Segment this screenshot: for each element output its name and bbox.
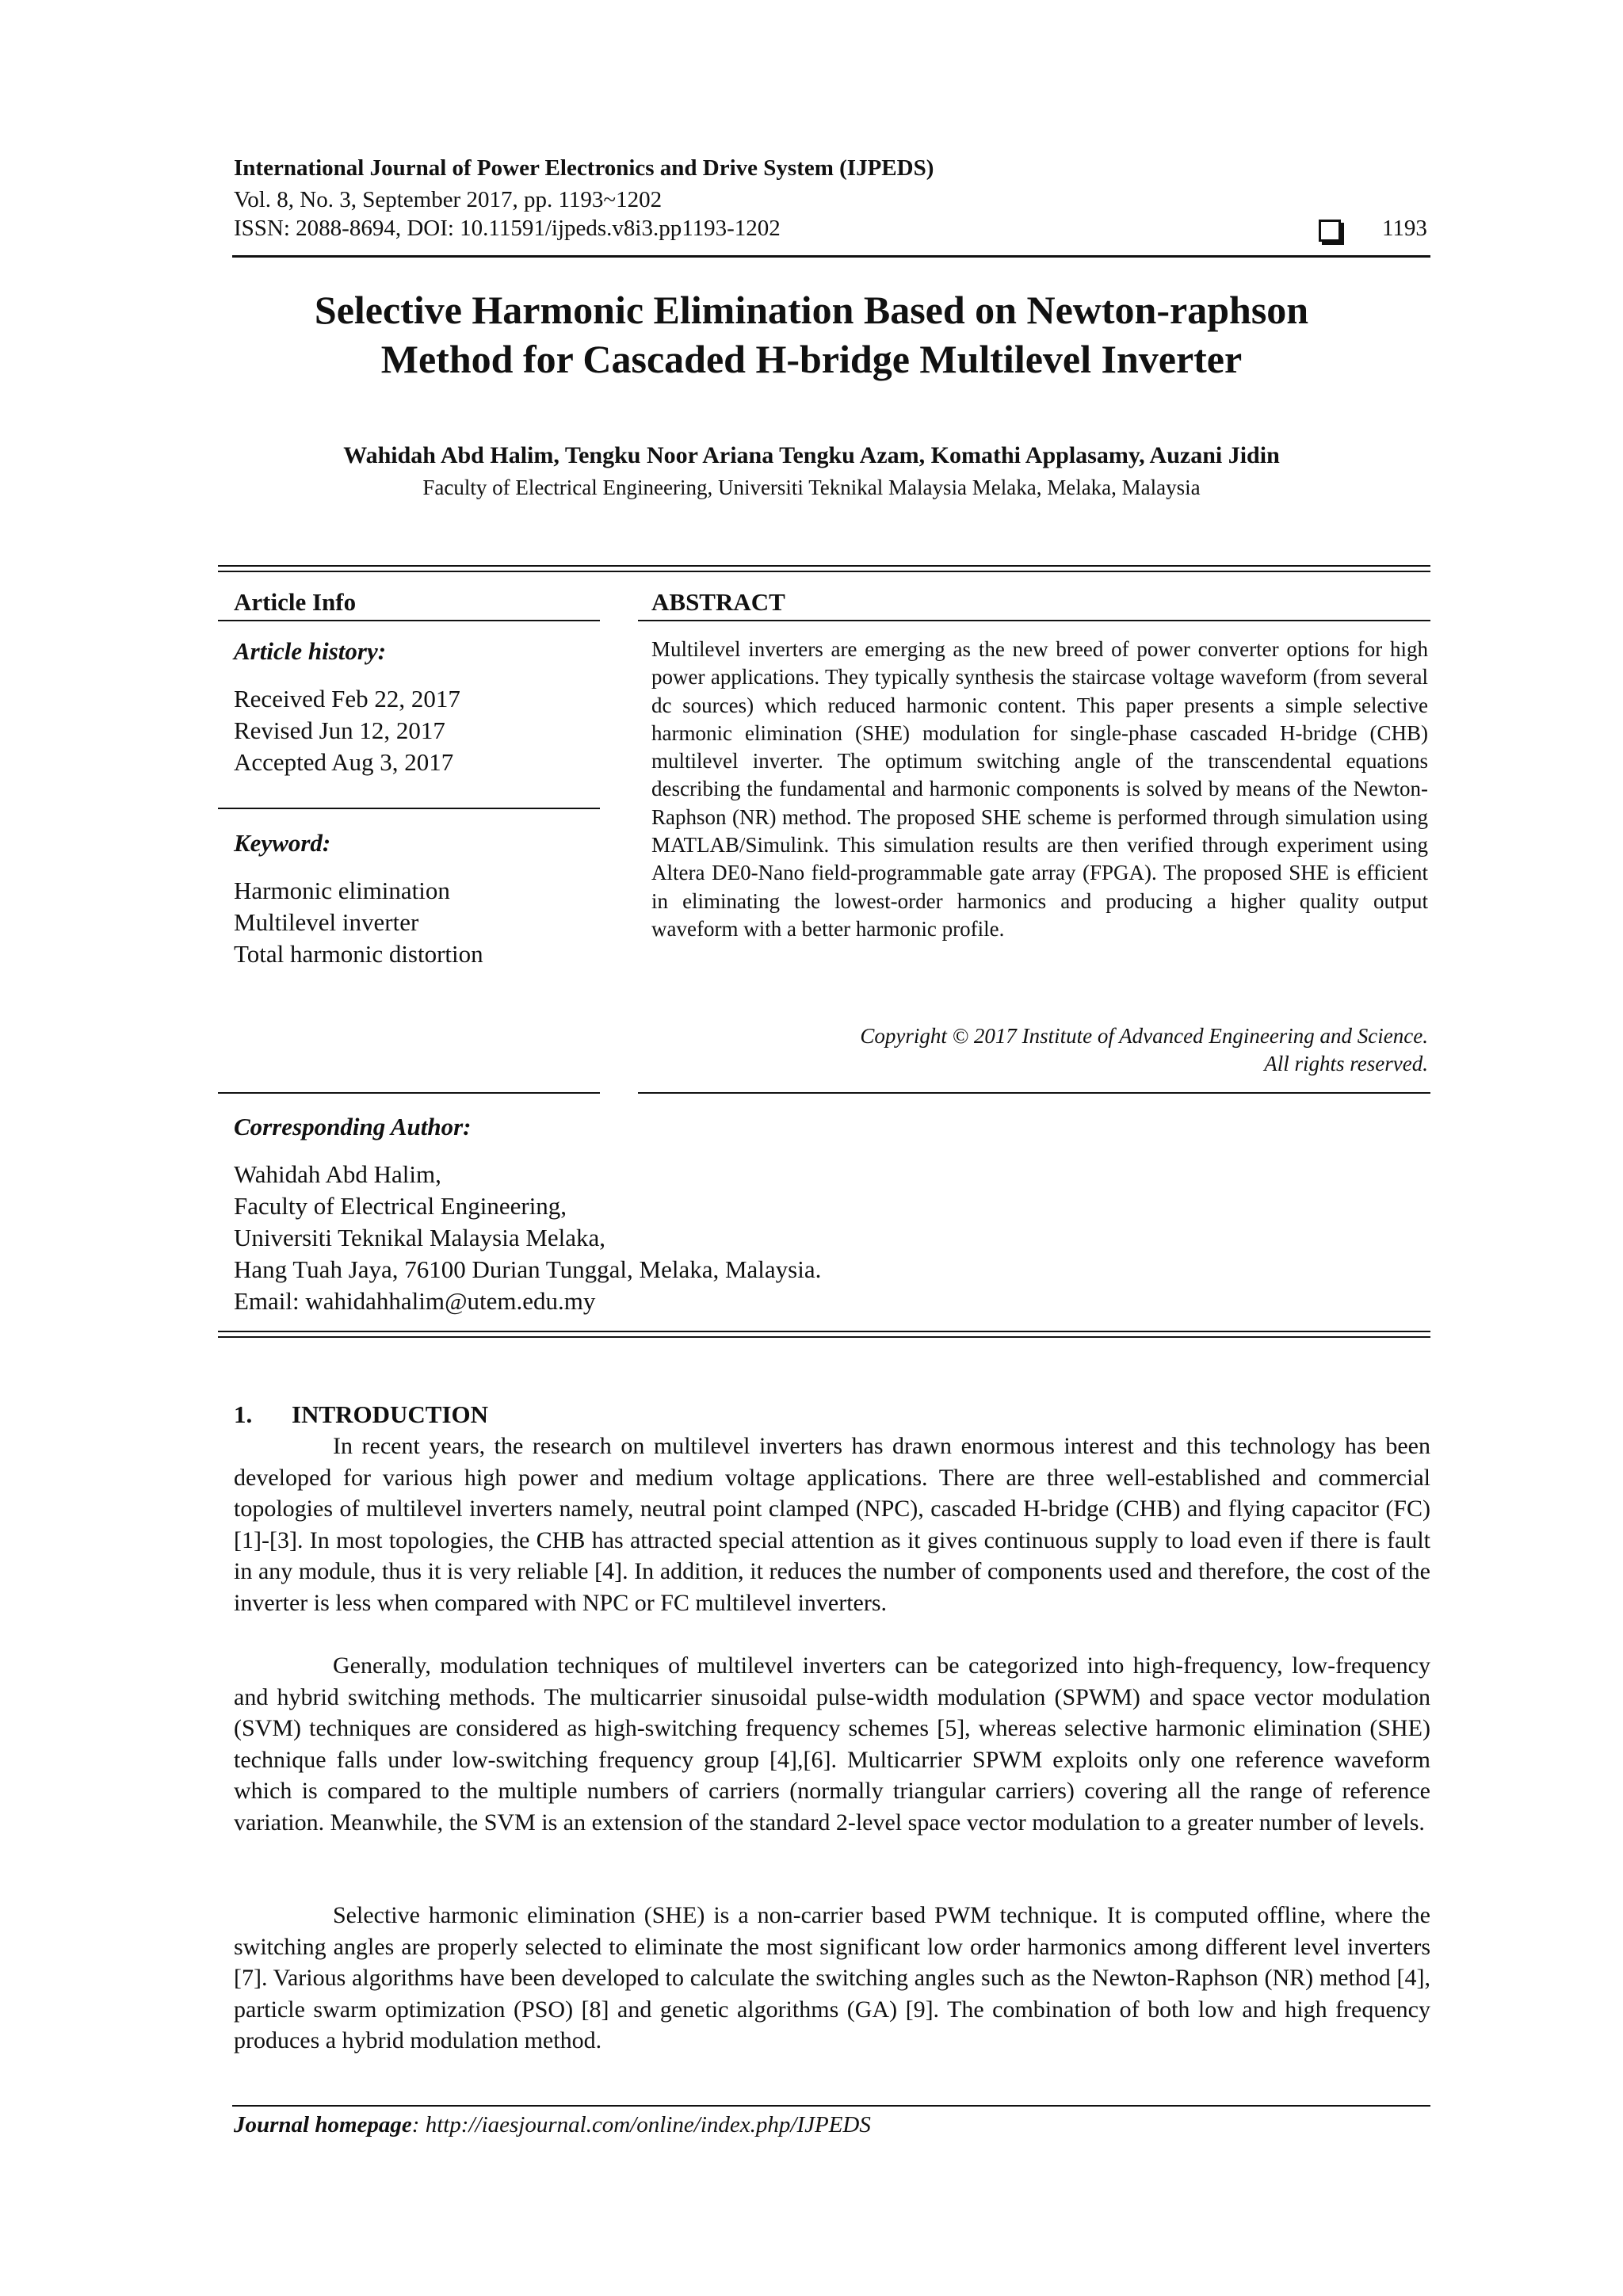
abstract-heading: ABSTRACT [651,588,785,616]
copyright-line2: All rights reserved. [1264,1052,1428,1075]
journal-title: International Journal of Power Electronics and Drive System (IJPEDS) [234,155,934,181]
article-history-heading: Article history: [234,637,387,665]
journal-homepage [234,2112,871,2138]
header-rule [232,255,1430,258]
corresponding-line: Hang Tuah Jaya, 76100 Durian Tunggal, Melaka, Malaysia. [234,1255,822,1283]
intro-paragraph-1: In recent years, the research on multilevel inverters has drawn enormous interest and this technology has been developed for various high power and medium voltage applications. There are three well-established and commercial topologies of multilevel inverters namely, neutral point clamped (NPC), cascaded H-bridge (CHB) and flying capacitor (FC) [1]-[3]. In most topologies, the CHB has attracted special attention as it gives continuous supply to load even if there is fault in any module, thus it is very reliable [4]. In addition, it reduces the number of components used and therefore, the cost of the inverter is less when compared with NPC or FC multilevel inverters. [234,1433,1430,1616]
journal-issn: ISSN: 2088-8694, DOI: 10.11591/ijpeds.v8i3.pp1193-1202 [234,216,781,241]
paper-title-line2: Method for Cascaded H-bridge Multilevel Inverter [380,337,1243,381]
article-info-heading: Article Info [234,588,357,616]
abstract-rule [638,620,1430,621]
paper-authors: Wahidah Abd Halim, Tengku Noor Ariana Tengku Azam, Komathi Applasamy, Auzani Jidin [343,442,1280,468]
journal-volume: Vol. 8, No. 3, September 2017, pp. 1193~1202 [234,187,663,212]
history-rule [218,808,600,809]
received-date: Received Feb 22, 2017 [234,685,460,712]
paper-title-line1: Selective Harmonic Elimination Based on Newton-raphson [314,288,1309,332]
accepted-date: Accepted Aug 3, 2017 [234,748,454,776]
page-number: 1193 [1382,216,1427,241]
abstract-text: Multilevel inverters are emerging as the new breed of power converter options for high power applications. They typically synthesis the staircase voltage waveform (from several dc sources) which reduced harmonic content. This paper presents a simple selective harmonic elimination (SHE) modulation for single-phase cascaded H-bridge (CHB) multilevel inverter. The optimum switching angle of the transcendental equations describing the fundamental and harmonic components is solved by means of the Newton-Raphson (NR) method. The proposed SHE scheme is performed through simulation using MATLAB/Simulink. This simulation results are then verified through experiment using Altera DE0-Nano field-programmable gate array (FPGA). The proposed SHE is efficient in eliminating the lowest-order harmonics and producing a higher quality output waveform with a better harmonic profile. [651,637,1428,941]
checkbox-icon [1319,220,1341,242]
abstract-bottom-rule [638,1092,1430,1094]
keyword-item: Total harmonic distortion [234,940,483,968]
footer-rule [232,2105,1430,2107]
keyword-heading: Keyword: [234,829,331,857]
corresponding-email: Email: wahidahhalim@utem.edu.my [234,1287,596,1315]
article-info-rule [218,620,600,621]
intro-heading: INTRODUCTION [292,1400,489,1428]
keyword-rule [218,1092,600,1094]
homepage-label: Journal homepage [234,2112,412,2137]
intro-paragraph-2: Generally, modulation techniques of multilevel inverters can be categorized into high-frequency, low-frequency and hybrid switching methods. The multicarrier sinusoidal pulse-width modulation (SPWM) and space vector modulation (SVM) techniques are considered as high-switching frequency schemes [5], whereas selective harmonic elimination (SHE) technique falls under low-switching frequency group [4],[6]. Multicarrier SPWM exploits only one reference waveform which is compared to the multiple numbers of carriers (normally triangular carriers) covering all the range of reference variation. Meanwhile, the SVM is an extension of the standard 2-level space vector modulation to a greater number of levels. [234,1652,1430,1836]
copyright-line1: Copyright © 2017 Institute of Advanced Engineering and Science. [860,1024,1428,1048]
corresponding-line: Wahidah Abd Halim, [234,1160,441,1188]
corresponding-line: Universiti Teknikal Malaysia Melaka, [234,1224,606,1251]
top-rule-1 [218,565,1430,567]
revised-date: Revised Jun 12, 2017 [234,716,445,744]
corresponding-heading: Corresponding Author: [234,1113,472,1140]
bottom-rule-1 [218,1331,1430,1332]
bottom-rule-2 [218,1336,1430,1338]
top-rule-2 [218,571,1430,572]
keyword-item: Harmonic elimination [234,877,450,904]
homepage-url[interactable]: : http://iaesjournal.com/online/index.php/IJPEDS [411,2112,871,2137]
intro-heading-number: 1. [234,1400,253,1428]
keyword-item: Multilevel inverter [234,908,419,936]
corresponding-line: Faculty of Electrical Engineering, [234,1192,567,1220]
intro-paragraph-3: Selective harmonic elimination (SHE) is a non-carrier based PWM technique. It is computed offline, where the switching angles are properly selected to eliminate the most significant low order harmonics among different level inverters [7]. Various algorithms have been developed to calculate the switching angles such as the Newton-Raphson (NR) method [4], particle swarm optimization (PSO) [8] and genetic algorithms (GA) [9]. The combination of both low and high frequency produces a hybrid modulation method. [234,1902,1430,2053]
paper-affiliation: Faculty of Electrical Engineering, Universiti Teknikal Malaysia Melaka, Melaka, Malaysia [422,476,1201,499]
